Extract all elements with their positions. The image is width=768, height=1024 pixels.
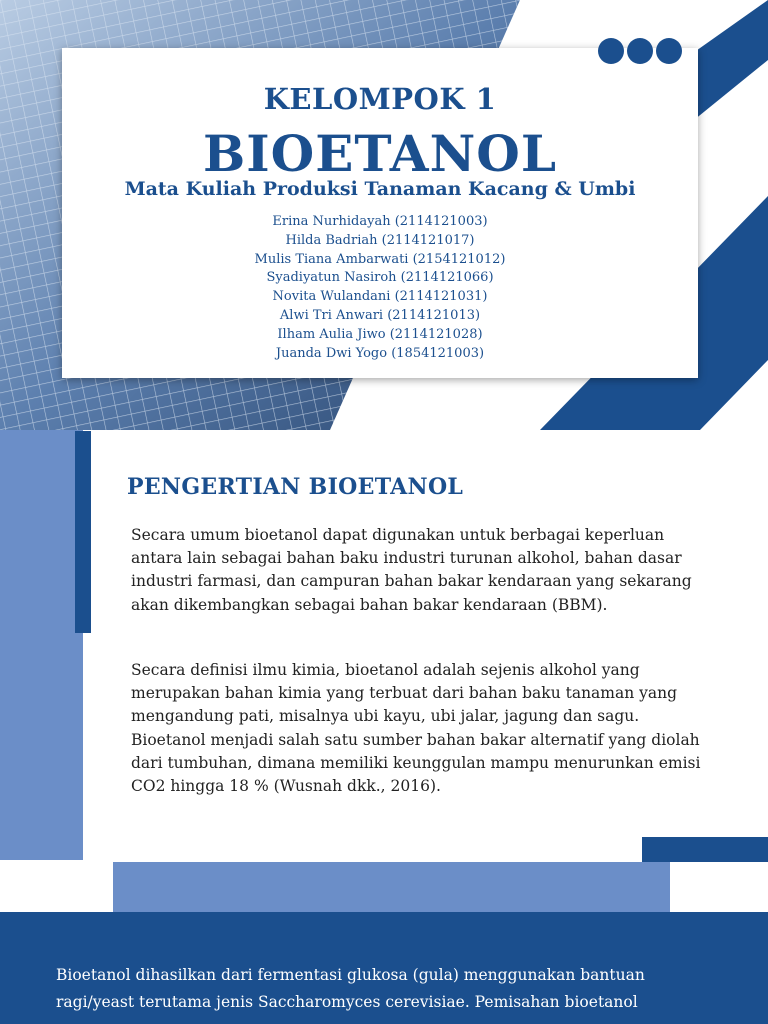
section-heading: PENGERTIAN BIOETANOL	[127, 474, 464, 500]
dot-icon	[598, 38, 624, 64]
page-title: BIOETANOL	[203, 124, 557, 183]
dot-icon	[627, 38, 653, 64]
left-accent-panel	[0, 430, 83, 860]
member-item: Mulis Tiana Ambarwati (2154121012)	[254, 251, 506, 267]
dot-icon	[656, 38, 682, 64]
paragraph-fermentation: Bioetanol dihasilkan dari fermentasi glukosa (gula) menggunakan bantuan ragi/yeast terutama jenis Saccharomyces cerevisiae. Pemisahan bioetanol	[56, 966, 645, 1011]
member-item: Juanda Dwi Yogo (1854121003)	[275, 345, 485, 361]
course-subtitle: Mata Kuliah Produksi Tanaman Kacang & Umbi	[124, 178, 636, 200]
member-item: Ilham Aulia Jiwo (2114121028)	[277, 326, 483, 342]
member-item: Hilda Badriah (2114121017)	[285, 232, 475, 248]
group-label: KELOMPOK 1	[263, 82, 497, 116]
accent-band	[113, 862, 670, 912]
bottom-panel	[0, 912, 768, 1024]
member-item: Alwi Tri Anwari (2114121013)	[279, 307, 481, 323]
paragraph-general: Secara umum bioetanol dapat digunakan untuk berbagai keperluan antara lain sebagai bahan baku industri turunan alkohol, bahan dasar industri farmasi, dan campuran bahan bakar kendaraan yang sekarang akan dikembangkan sebagai bahan bakar kendaraan (BBM).	[131, 526, 692, 614]
member-item: Erina Nurhidayah (2114121003)	[272, 214, 488, 229]
left-accent-bar	[75, 431, 91, 633]
member-item: Syadiyatun Nasiroh (2114121066)	[266, 270, 494, 286]
member-list	[62, 213, 698, 363]
member-item: Novita Wulandani (2114121031)	[272, 289, 488, 305]
paragraph-definition: Secara definisi ilmu kimia, bioetanol adalah sejenis alkohol yang merupakan bahan kimia yang terbuat dari bahan baku tanaman yang mengandung pati, misalnya ubi kayu, ubi jalar, jagung dan sagu. Bioetanol menjadi salah satu sumber bahan bakar alternatif yang diolah dari tumbuhan, dimana memiliki keunggulan mampu menurunkan emisi CO2 hingga 18 % (Wusnah dkk., 2016).	[131, 661, 701, 796]
right-accent-block	[642, 837, 768, 862]
